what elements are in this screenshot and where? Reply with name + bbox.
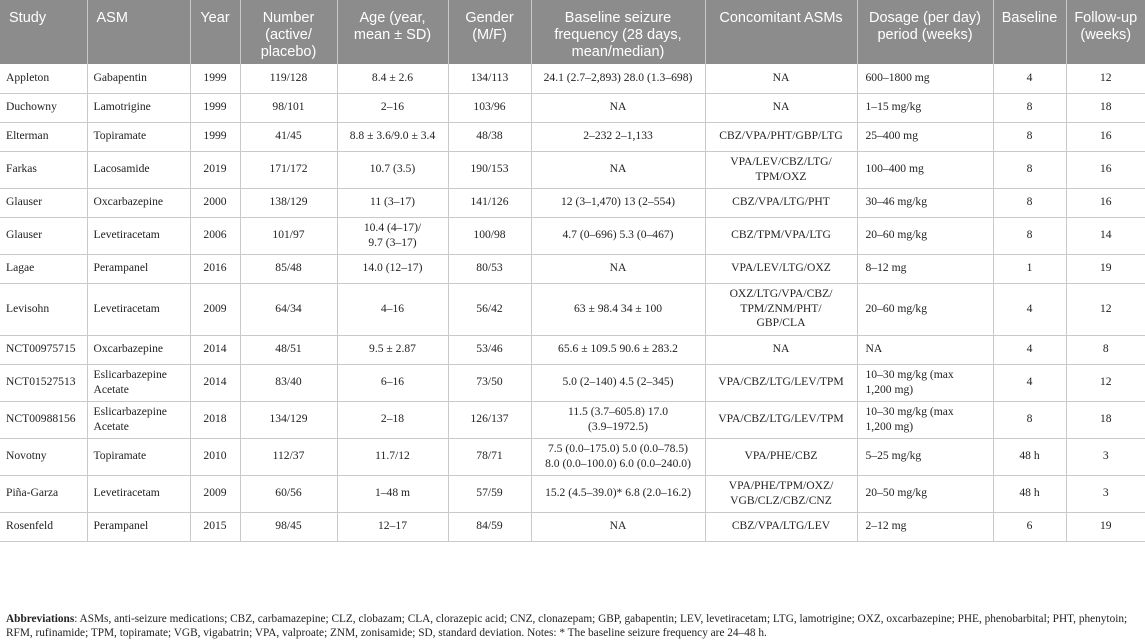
cell-baseline-seizure-frequency: 15.2 (4.5–39.0)* 6.8 (2.0–16.2)	[531, 475, 705, 512]
cell-follow-up: 19	[1066, 512, 1145, 541]
table-row	[0, 151, 1145, 188]
footnote-label: Abbreviations	[6, 613, 75, 625]
cell-dosage: NA	[857, 335, 993, 364]
cell-baseline-seizure-frequency: NA	[531, 512, 705, 541]
cell-number: 138/129	[240, 188, 337, 217]
cell-dosage: 30–46 mg/kg	[857, 188, 993, 217]
cell-age: 4–16	[337, 283, 448, 335]
cell-gender: 141/126	[448, 188, 531, 217]
cell-age: 2–18	[337, 401, 448, 438]
cell-baseline-seizure-frequency: 5.0 (2–140) 4.5 (2–345)	[531, 364, 705, 401]
cell-number: 119/128	[240, 64, 337, 93]
cell-gender: 53/46	[448, 335, 531, 364]
cell-asm: Perampanel	[87, 512, 190, 541]
cell-asm: Lamotrigine	[87, 93, 190, 122]
header-concomitant-asms: Concomitant ASMs	[705, 0, 857, 64]
cell-number: 98/45	[240, 512, 337, 541]
cell-study: Elterman	[0, 122, 87, 151]
cell-gender: 78/71	[448, 438, 531, 475]
cell-concomitant-asms: CBZ/VPA/LTG/PHT	[705, 188, 857, 217]
cell-dosage: 10–30 mg/kg (max 1,200 mg)	[857, 364, 993, 401]
cell-baseline: 8	[993, 122, 1066, 151]
cell-year: 2019	[190, 151, 240, 188]
cell-baseline-seizure-frequency: 12 (3–1,470) 13 (2–554)	[531, 188, 705, 217]
table-row	[0, 401, 1145, 438]
header-row	[0, 0, 1145, 64]
cell-number: 85/48	[240, 254, 337, 283]
cell-age: 10.4 (4–17)/ 9.7 (3–17)	[337, 217, 448, 254]
cell-concomitant-asms: VPA/LEV/CBZ/LTG/ TPM/OXZ	[705, 151, 857, 188]
cell-baseline-seizure-frequency: 24.1 (2.7–2,893) 28.0 (1.3–698)	[531, 64, 705, 93]
header-age: Age (year, mean ± SD)	[337, 0, 448, 64]
cell-follow-up: 8	[1066, 335, 1145, 364]
cell-age: 12–17	[337, 512, 448, 541]
cell-concomitant-asms: VPA/PHE/TPM/OXZ/ VGB/CLZ/CBZ/CNZ	[705, 475, 857, 512]
cell-asm: Gabapentin	[87, 64, 190, 93]
cell-gender: 48/38	[448, 122, 531, 151]
table-row	[0, 254, 1145, 283]
cell-follow-up: 3	[1066, 475, 1145, 512]
cell-asm: Eslicarbazepine Acetate	[87, 364, 190, 401]
cell-baseline: 48 h	[993, 438, 1066, 475]
cell-baseline: 8	[993, 217, 1066, 254]
cell-number: 101/97	[240, 217, 337, 254]
cell-age: 9.5 ± 2.87	[337, 335, 448, 364]
cell-year: 2000	[190, 188, 240, 217]
footnote-text: : ASMs, anti-seizure medications; CBZ, carbamazepine; CLZ, clobazam; CLA, clorazepic acid; CNZ, clonazepam; GBP, gabapentin; LEV, levetiracetam; LTG, lamotrigine; OXZ, oxcarbazepine; PHE, phenobarbital; PHT, phenytoin; RFM, rufinamide; TPM, topiramate; VGB, vigabatrin; VPA, valproate; ZNM, zonisamide; SD, standard deviation. Notes: * The baseline seizure frequency are 24–48 h.	[6, 613, 1128, 640]
table-row	[0, 364, 1145, 401]
cell-dosage: 25–400 mg	[857, 122, 993, 151]
cell-baseline-seizure-frequency: NA	[531, 93, 705, 122]
table-row	[0, 188, 1145, 217]
cell-dosage: 10–30 mg/kg (max 1,200 mg)	[857, 401, 993, 438]
header-year: Year	[190, 0, 240, 64]
cell-asm: Topiramate	[87, 438, 190, 475]
cell-number: 134/129	[240, 401, 337, 438]
cell-year: 2010	[190, 438, 240, 475]
cell-year: 2009	[190, 475, 240, 512]
cell-gender: 57/59	[448, 475, 531, 512]
cell-asm: Eslicarbazepine Acetate	[87, 401, 190, 438]
cell-follow-up: 18	[1066, 401, 1145, 438]
cell-number: 83/40	[240, 364, 337, 401]
cell-study: Piña-Garza	[0, 475, 87, 512]
cell-age: 8.8 ± 3.6/9.0 ± 3.4	[337, 122, 448, 151]
cell-gender: 56/42	[448, 283, 531, 335]
cell-study: Lagae	[0, 254, 87, 283]
cell-dosage: 8–12 mg	[857, 254, 993, 283]
cell-age: 11.7/12	[337, 438, 448, 475]
cell-baseline-seizure-frequency: 63 ± 98.4 34 ± 100	[531, 283, 705, 335]
cell-concomitant-asms: NA	[705, 64, 857, 93]
cell-concomitant-asms: VPA/LEV/LTG/OXZ	[705, 254, 857, 283]
cell-number: 112/37	[240, 438, 337, 475]
cell-baseline-seizure-frequency: 4.7 (0–696) 5.3 (0–467)	[531, 217, 705, 254]
cell-baseline: 6	[993, 512, 1066, 541]
header-dosage: Dosage (per day) period (weeks)	[857, 0, 993, 64]
cell-number: 171/172	[240, 151, 337, 188]
cell-age: 14.0 (12–17)	[337, 254, 448, 283]
cell-year: 2014	[190, 364, 240, 401]
cell-year: 2014	[190, 335, 240, 364]
table-row	[0, 512, 1145, 541]
cell-age: 2–16	[337, 93, 448, 122]
cell-follow-up: 18	[1066, 93, 1145, 122]
cell-year: 1999	[190, 122, 240, 151]
cell-baseline: 4	[993, 64, 1066, 93]
cell-asm: Levetiracetam	[87, 475, 190, 512]
cell-age: 11 (3–17)	[337, 188, 448, 217]
cell-dosage: 600–1800 mg	[857, 64, 993, 93]
header-number: Number (active/ placebo)	[240, 0, 337, 64]
cell-study: Duchowny	[0, 93, 87, 122]
cell-dosage: 20–60 mg/kg	[857, 283, 993, 335]
cell-study: Levisohn	[0, 283, 87, 335]
cell-gender: 100/98	[448, 217, 531, 254]
cell-follow-up: 16	[1066, 122, 1145, 151]
cell-baseline: 8	[993, 151, 1066, 188]
table-body	[0, 64, 1145, 541]
cell-baseline-seizure-frequency: NA	[531, 151, 705, 188]
cell-concomitant-asms: CBZ/TPM/VPA/LTG	[705, 217, 857, 254]
cell-year: 2006	[190, 217, 240, 254]
cell-concomitant-asms: CBZ/VPA/PHT/GBP/LTG	[705, 122, 857, 151]
cell-concomitant-asms: NA	[705, 93, 857, 122]
header-asm: ASM	[87, 0, 190, 64]
cell-number: 41/45	[240, 122, 337, 151]
cell-asm: Perampanel	[87, 254, 190, 283]
cell-baseline: 8	[993, 188, 1066, 217]
table-row	[0, 93, 1145, 122]
cell-study: Farkas	[0, 151, 87, 188]
cell-follow-up: 12	[1066, 283, 1145, 335]
cell-baseline: 4	[993, 335, 1066, 364]
cell-age: 8.4 ± 2.6	[337, 64, 448, 93]
cell-age: 6–16	[337, 364, 448, 401]
cell-baseline-seizure-frequency: NA	[531, 254, 705, 283]
table-row	[0, 64, 1145, 93]
cell-gender: 73/50	[448, 364, 531, 401]
cell-year: 2016	[190, 254, 240, 283]
cell-concomitant-asms: VPA/CBZ/LTG/LEV/TPM	[705, 364, 857, 401]
cell-baseline: 48 h	[993, 475, 1066, 512]
cell-gender: 80/53	[448, 254, 531, 283]
cell-follow-up: 19	[1066, 254, 1145, 283]
cell-number: 48/51	[240, 335, 337, 364]
cell-baseline: 1	[993, 254, 1066, 283]
cell-year: 1999	[190, 64, 240, 93]
header-gender: Gender (M/F)	[448, 0, 531, 64]
cell-asm: Levetiracetam	[87, 217, 190, 254]
cell-year: 2009	[190, 283, 240, 335]
header-baseline-seizure-frequency: Baseline seizure frequency (28 days, mean/median)	[531, 0, 705, 64]
cell-number: 98/101	[240, 93, 337, 122]
cell-study: Rosenfeld	[0, 512, 87, 541]
cell-gender: 103/96	[448, 93, 531, 122]
table-footnote	[6, 612, 1141, 641]
header-follow-up: Follow-up (weeks)	[1066, 0, 1145, 64]
cell-gender: 126/137	[448, 401, 531, 438]
cell-asm: Oxcarbazepine	[87, 188, 190, 217]
cell-concomitant-asms: CBZ/VPA/LTG/LEV	[705, 512, 857, 541]
cell-gender: 190/153	[448, 151, 531, 188]
table-row	[0, 217, 1145, 254]
cell-asm: Topiramate	[87, 122, 190, 151]
cell-follow-up: 16	[1066, 188, 1145, 217]
table-row	[0, 122, 1145, 151]
cell-follow-up: 3	[1066, 438, 1145, 475]
table-row	[0, 475, 1145, 512]
cell-concomitant-asms: VPA/PHE/CBZ	[705, 438, 857, 475]
cell-concomitant-asms: OXZ/LTG/VPA/CBZ/ TPM/ZNM/PHT/ GBP/CLA	[705, 283, 857, 335]
cell-follow-up: 16	[1066, 151, 1145, 188]
cell-follow-up: 12	[1066, 64, 1145, 93]
cell-asm: Levetiracetam	[87, 283, 190, 335]
cell-dosage: 2–12 mg	[857, 512, 993, 541]
cell-asm: Oxcarbazepine	[87, 335, 190, 364]
cell-baseline-seizure-frequency: 65.6 ± 109.5 90.6 ± 283.2	[531, 335, 705, 364]
cell-dosage: 20–60 mg/kg	[857, 217, 993, 254]
cell-age: 10.7 (3.5)	[337, 151, 448, 188]
cell-follow-up: 12	[1066, 364, 1145, 401]
cell-year: 2018	[190, 401, 240, 438]
cell-study: Glauser	[0, 188, 87, 217]
cell-study: Appleton	[0, 64, 87, 93]
cell-baseline: 4	[993, 283, 1066, 335]
cell-concomitant-asms: VPA/CBZ/LTG/LEV/TPM	[705, 401, 857, 438]
cell-baseline-seizure-frequency: 7.5 (0.0–175.0) 5.0 (0.0–78.5) 8.0 (0.0–100.0) 6.0 (0.0–240.0)	[531, 438, 705, 475]
cell-baseline-seizure-frequency: 11.5 (3.7–605.8) 17.0 (3.9–1972.5)	[531, 401, 705, 438]
cell-dosage: 5–25 mg/kg	[857, 438, 993, 475]
cell-baseline: 8	[993, 93, 1066, 122]
header-baseline: Baseline	[993, 0, 1066, 64]
table-row	[0, 335, 1145, 364]
cell-baseline: 4	[993, 364, 1066, 401]
cell-concomitant-asms: NA	[705, 335, 857, 364]
header-study: Study	[0, 0, 87, 64]
cell-gender: 84/59	[448, 512, 531, 541]
cell-baseline: 8	[993, 401, 1066, 438]
cell-follow-up: 14	[1066, 217, 1145, 254]
cell-study: NCT00975715	[0, 335, 87, 364]
cell-dosage: 20–50 mg/kg	[857, 475, 993, 512]
cell-dosage: 100–400 mg	[857, 151, 993, 188]
cell-age: 1–48 m	[337, 475, 448, 512]
cell-study: NCT01527513	[0, 364, 87, 401]
table-row	[0, 283, 1145, 335]
cell-asm: Lacosamide	[87, 151, 190, 188]
cell-gender: 134/113	[448, 64, 531, 93]
cell-year: 2015	[190, 512, 240, 541]
cell-study: Novotny	[0, 438, 87, 475]
cell-year: 1999	[190, 93, 240, 122]
cell-number: 64/34	[240, 283, 337, 335]
cell-number: 60/56	[240, 475, 337, 512]
cell-study: Glauser	[0, 217, 87, 254]
cell-baseline-seizure-frequency: 2–232 2–1,133	[531, 122, 705, 151]
cell-study: NCT00988156	[0, 401, 87, 438]
cell-dosage: 1–15 mg/kg	[857, 93, 993, 122]
table-row	[0, 438, 1145, 475]
